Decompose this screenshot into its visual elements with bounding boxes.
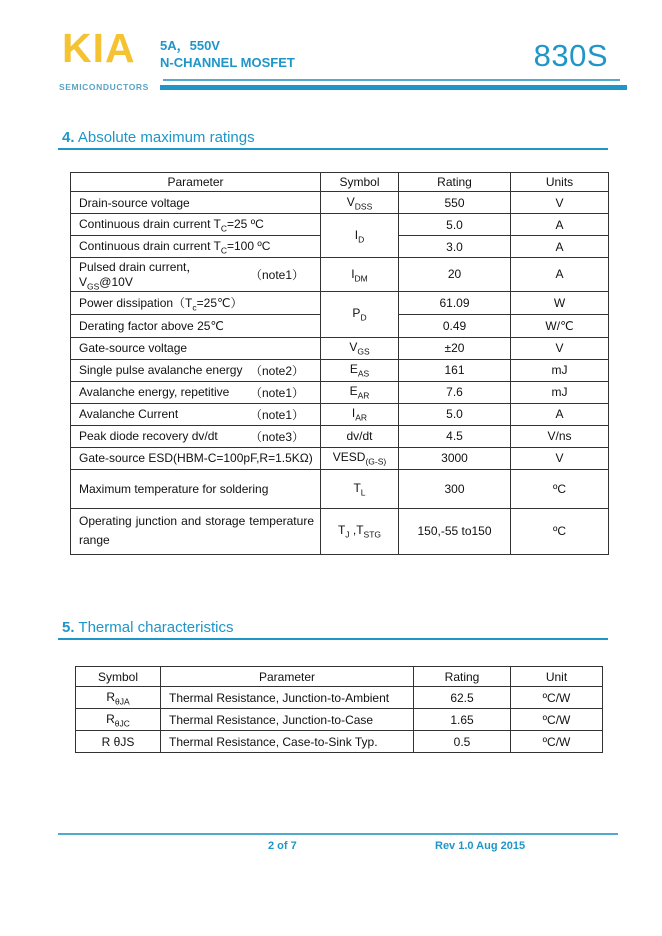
parameter-with-note xyxy=(79,362,314,379)
subscript: D xyxy=(358,233,365,244)
cell-rating: 5.0 xyxy=(399,214,511,236)
column-header: Parameter xyxy=(71,173,321,192)
cell-units: V xyxy=(511,337,609,359)
cell-units: A xyxy=(511,258,609,292)
cell-rating: 300 xyxy=(399,469,511,508)
table-row xyxy=(71,469,609,508)
cell-parameter xyxy=(71,508,321,554)
cell-units: V xyxy=(511,447,609,469)
cell-units: ºC xyxy=(511,469,609,508)
cell-symbol: $I_{AR}$ xyxy=(321,403,399,425)
subscript: GS xyxy=(357,346,370,357)
cell-rating: 62.5 xyxy=(414,687,511,709)
section-rule xyxy=(58,148,608,150)
parameter-with-note xyxy=(79,384,314,401)
parameter-text: Avalanche energy, repetitive xyxy=(79,385,230,400)
subscript: C xyxy=(220,222,227,233)
subscript: GS xyxy=(87,281,100,292)
cell-rating: 4.5 xyxy=(399,425,511,447)
table-row xyxy=(71,291,609,314)
cell-symbol: $V_{GS}$ xyxy=(321,337,399,359)
cell-parameter xyxy=(71,359,321,381)
header-row xyxy=(71,173,609,192)
subscript: c xyxy=(192,302,197,313)
table-row xyxy=(71,258,609,292)
subscript: AR xyxy=(355,412,368,423)
cell-parameter xyxy=(71,425,321,447)
note-ref: （note2） xyxy=(249,363,304,378)
cell-rating: 161 xyxy=(399,359,511,381)
part-number: 830S xyxy=(533,38,608,73)
cell-rating: 5.0 xyxy=(399,403,511,425)
subscript: AR xyxy=(357,390,370,401)
table-row xyxy=(71,447,609,469)
parameter-text: Operating junction and storage temperature range xyxy=(79,514,314,548)
cell-unit: ºC/W xyxy=(511,731,603,753)
cell-rating: 3.0 xyxy=(399,236,511,258)
table-row xyxy=(76,687,603,709)
cell-rating: 3000 xyxy=(399,447,511,469)
cell-unit: ºC/W xyxy=(511,709,603,731)
cell-parameter: Continuous drain current $T_C=25$ ºC xyxy=(71,214,321,236)
subscript: C xyxy=(220,244,227,255)
column-header: Symbol xyxy=(76,667,161,687)
page-indicator: 2 of 7 xyxy=(268,840,297,852)
cell-symbol: $P_D$ xyxy=(321,291,399,337)
cell-units: W xyxy=(511,291,609,314)
parameter-with-note xyxy=(79,406,314,423)
table-row xyxy=(71,214,609,236)
device-type: N-CHANNEL MOSFET xyxy=(160,55,295,70)
cell-symbol: R θJS xyxy=(76,731,161,753)
cell-symbol: $V_{DSS}$ xyxy=(321,192,399,214)
section-heading-thermal xyxy=(62,619,233,636)
column-header: Parameter xyxy=(161,667,414,687)
footer-rule xyxy=(58,833,618,835)
table-row xyxy=(71,403,609,425)
cell-rating: 550 xyxy=(399,192,511,214)
cell-units: mJ xyxy=(511,381,609,403)
table-row xyxy=(71,337,609,359)
parameter-text: Single pulse avalanche energy xyxy=(79,363,243,378)
subscript: D xyxy=(360,312,367,323)
cell-units: V xyxy=(511,192,609,214)
cell-symbol: $I_D$ xyxy=(321,214,399,258)
header-rule-thick xyxy=(160,85,627,90)
parameter-text: Avalanche Current xyxy=(79,407,179,422)
cell-rating: ±20 xyxy=(399,337,511,359)
device-spec-block xyxy=(160,37,295,71)
cell-symbol: dv/dt xyxy=(321,425,399,447)
cell-symbol: $E_{AR}$ xyxy=(321,381,399,403)
parameter-with-note xyxy=(79,258,314,291)
cell-parameter: Drain-source voltage xyxy=(71,192,321,214)
cell-symbol: $VESD_{(G-S)}$ xyxy=(321,447,399,469)
section-number: 5. xyxy=(62,619,75,636)
note-ref: （note3） xyxy=(249,429,304,444)
header-row xyxy=(76,667,603,687)
section-title: Absolute maximum ratings xyxy=(77,129,255,146)
cell-units: A xyxy=(511,214,609,236)
cell-parameter: Derating factor above 25℃ xyxy=(71,314,321,337)
column-header: Unit xyxy=(511,667,603,687)
column-header: Rating xyxy=(399,173,511,192)
header-rule-thin xyxy=(163,79,620,81)
cell-units: A xyxy=(511,236,609,258)
spec-line: 5A，550V xyxy=(160,38,220,53)
subscript: STG xyxy=(363,529,382,540)
abs-max-table xyxy=(70,172,609,555)
table-row xyxy=(71,508,609,554)
table-row xyxy=(76,709,603,731)
subscript: θJA xyxy=(115,695,130,706)
cell-units: A xyxy=(511,403,609,425)
cell-parameter: Thermal Resistance, Case-to-Sink Typ. xyxy=(161,731,414,753)
section-number: 4. xyxy=(62,129,75,146)
table-row xyxy=(76,731,603,753)
cell-rating: 20 xyxy=(399,258,511,292)
note-ref: （note1） xyxy=(249,407,304,422)
note-ref: （note1） xyxy=(249,267,304,282)
note-ref: （note1） xyxy=(249,385,304,400)
revision-label: Rev 1.0 Aug 2015 xyxy=(435,840,526,852)
cell-rating: 1.65 xyxy=(414,709,511,731)
cell-symbol: $T_J$ $,T_{STG}$ xyxy=(321,508,399,554)
cell-units: mJ xyxy=(511,359,609,381)
kia-logo: KIA xyxy=(62,25,136,71)
subscript: DM xyxy=(354,272,368,283)
cell-parameter: Gate-source ESD(HBM-C=100pF,R=1.5KΩ) xyxy=(71,447,321,469)
table-row xyxy=(71,192,609,214)
cell-symbol: $R_{\theta JC}$ xyxy=(76,709,161,731)
section-heading-abs-max xyxy=(62,129,255,146)
subscript: θJC xyxy=(114,717,130,728)
cell-parameter xyxy=(71,258,321,292)
cell-symbol: $E_{AS}$ xyxy=(321,359,399,381)
cell-rating: 0.5 xyxy=(414,731,511,753)
table-row xyxy=(71,425,609,447)
cell-parameter xyxy=(71,403,321,425)
table-row xyxy=(71,359,609,381)
cell-symbol: $R_{\theta JA}$ xyxy=(76,687,161,709)
table-row xyxy=(71,381,609,403)
cell-rating: 61.09 xyxy=(399,291,511,314)
subscript: DSS xyxy=(354,200,373,211)
thermal-table xyxy=(75,666,603,753)
cell-symbol: $T_L$ xyxy=(321,469,399,508)
cell-rating: 0.49 xyxy=(399,314,511,337)
cell-parameter: Power $dissipation(T_c=25℃)$ xyxy=(71,291,321,314)
cell-units: V/ns xyxy=(511,425,609,447)
cell-units: ºC xyxy=(511,508,609,554)
cell-symbol: $I_{DM}$ xyxy=(321,258,399,292)
section-rule xyxy=(58,638,608,640)
section-title: Thermal characteristics xyxy=(78,619,234,636)
subscript: AS xyxy=(357,368,370,379)
subscript: J xyxy=(345,529,350,540)
subscript: L xyxy=(360,487,366,498)
parameter-text: Peak diode recovery dv/dt xyxy=(79,429,218,444)
column-header: Rating xyxy=(414,667,511,687)
column-header: Symbol xyxy=(321,173,399,192)
cell-rating: 7.6 xyxy=(399,381,511,403)
cell-parameter: Maximum temperature for soldering xyxy=(71,469,321,508)
cell-parameter xyxy=(71,381,321,403)
parameter-text: Pulsed drain current，$V_{GS}@10V$ xyxy=(79,260,199,292)
cell-parameter: Continuous drain current $T_C=100$ ºC xyxy=(71,236,321,258)
logo-subtitle: SEMICONDUCTORS xyxy=(59,82,149,92)
parameter-with-note xyxy=(79,428,314,445)
subscript: (G-S) xyxy=(365,456,387,467)
cell-rating: 150,-55 to150 xyxy=(399,508,511,554)
cell-unit: ºC/W xyxy=(511,687,603,709)
cell-parameter: Gate-source voltage xyxy=(71,337,321,359)
cell-parameter: Thermal Resistance, Junction-to-Ambient xyxy=(161,687,414,709)
cell-units: W/℃ xyxy=(511,314,609,337)
cell-parameter: Thermal Resistance, Junction-to-Case xyxy=(161,709,414,731)
column-header: Units xyxy=(511,173,609,192)
